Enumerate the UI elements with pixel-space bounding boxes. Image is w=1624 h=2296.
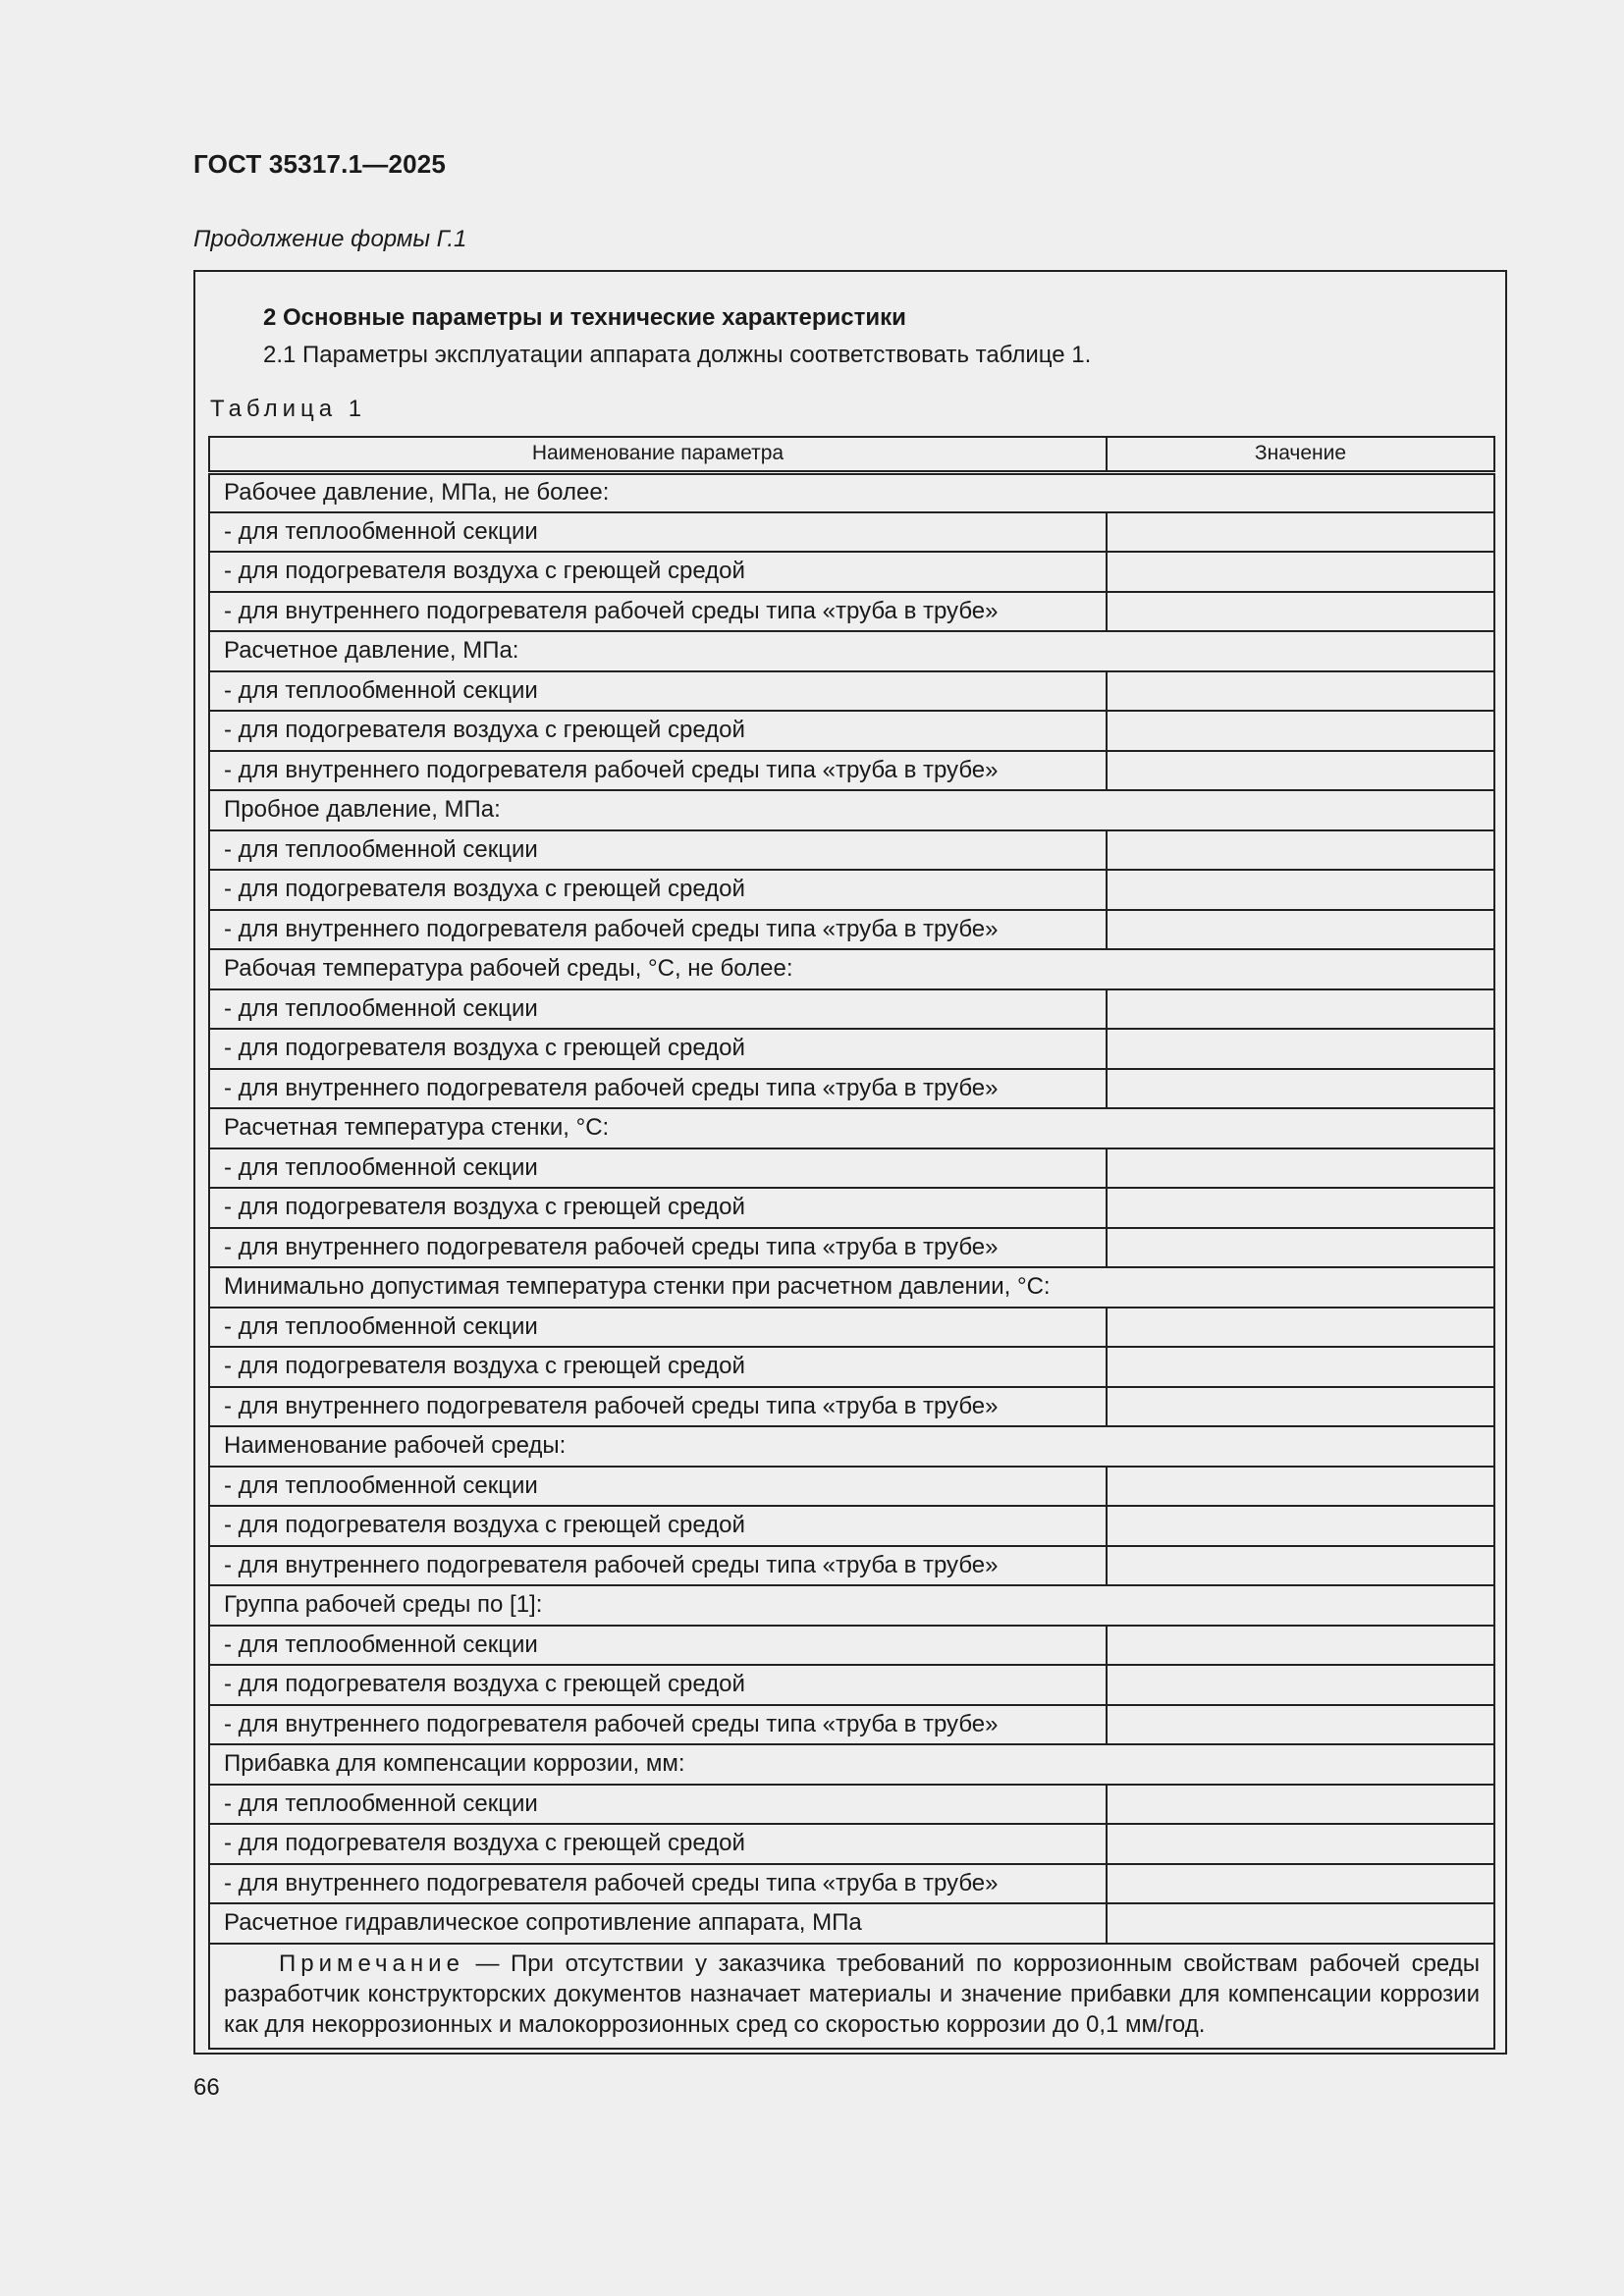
column-header-value: Значение xyxy=(1107,437,1494,472)
table-row xyxy=(209,1626,1494,1666)
parameter-name-cell: - для внутреннего подогревателя рабочей среды типа «труба в трубе» xyxy=(209,1705,1107,1745)
table-row xyxy=(209,1824,1494,1864)
parameters-table xyxy=(208,436,1495,2050)
parameter-name-cell: - для подогревателя воздуха с греющей средой xyxy=(209,552,1107,592)
parameter-name-cell: - для теплообменной секции xyxy=(209,1626,1107,1666)
page-number: 66 xyxy=(193,2074,220,2101)
value-cell xyxy=(1107,1347,1494,1387)
value-cell xyxy=(1107,512,1494,553)
table-row xyxy=(209,1785,1494,1825)
table-row xyxy=(209,592,1494,632)
table-group-row xyxy=(209,631,1494,671)
table-row xyxy=(209,1665,1494,1705)
parameter-name-cell: - для внутреннего подогревателя рабочей среды типа «труба в трубе» xyxy=(209,1546,1107,1586)
group-title-cell: Расчетная температура стенки, °С: xyxy=(209,1108,1494,1148)
parameter-name-cell: - для внутреннего подогревателя рабочей среды типа «труба в трубе» xyxy=(209,1387,1107,1427)
table-row xyxy=(209,1308,1494,1348)
parameter-name-cell: - для теплообменной секции xyxy=(209,1467,1107,1507)
table-row xyxy=(209,1387,1494,1427)
value-cell xyxy=(1107,1228,1494,1268)
parameter-name-cell: - для подогревателя воздуха с греющей средой xyxy=(209,1347,1107,1387)
section-heading: 2 Основные параметры и технические характеристики xyxy=(263,304,906,331)
group-title-cell: Минимально допустимая температура стенки при расчетном давлении, °С: xyxy=(209,1267,1494,1308)
value-cell xyxy=(1107,1308,1494,1348)
table-row xyxy=(209,1347,1494,1387)
table-row xyxy=(209,1903,1494,1944)
value-cell xyxy=(1107,989,1494,1030)
parameter-name-cell: - для теплообменной секции xyxy=(209,1308,1107,1348)
parameter-name-cell: - для подогревателя воздуха с греющей средой xyxy=(209,1824,1107,1864)
table-header-row xyxy=(209,437,1494,472)
table-group-row xyxy=(209,1426,1494,1467)
parameter-name-cell: - для подогревателя воздуха с греющей средой xyxy=(209,1665,1107,1705)
parameter-name-cell: - для теплообменной секции xyxy=(209,671,1107,712)
table-row xyxy=(209,1467,1494,1507)
table-group-row xyxy=(209,472,1494,512)
group-title-cell: Рабочее давление, МПа, не более: xyxy=(209,472,1494,512)
table-row xyxy=(209,1506,1494,1546)
group-title-cell: Наименование рабочей среды: xyxy=(209,1426,1494,1467)
parameter-name-cell: - для теплообменной секции xyxy=(209,989,1107,1030)
table-row xyxy=(209,1069,1494,1109)
value-cell xyxy=(1107,1387,1494,1427)
value-cell xyxy=(1107,751,1494,791)
group-title-cell: Расчетное давление, МПа: xyxy=(209,631,1494,671)
parameter-name-cell: - для теплообменной секции xyxy=(209,1148,1107,1189)
group-title-cell: Прибавка для компенсации коррозии, мм: xyxy=(209,1744,1494,1785)
parameter-name-cell: - для внутреннего подогревателя рабочей среды типа «труба в трубе» xyxy=(209,1069,1107,1109)
parameter-name-cell: - для теплообменной секции xyxy=(209,1785,1107,1825)
table-caption: Таблица 1 xyxy=(210,396,367,422)
table-row xyxy=(209,711,1494,751)
value-cell xyxy=(1107,1705,1494,1745)
value-cell xyxy=(1107,1824,1494,1864)
table-group-row xyxy=(209,1108,1494,1148)
document-code: ГОСТ 35317.1—2025 xyxy=(193,149,447,179)
value-cell xyxy=(1107,830,1494,871)
value-cell xyxy=(1107,1665,1494,1705)
table-row xyxy=(209,1148,1494,1189)
table-row xyxy=(209,1546,1494,1586)
table-note-row xyxy=(209,1944,1494,2049)
value-cell xyxy=(1107,1903,1494,1944)
value-cell xyxy=(1107,552,1494,592)
table-row xyxy=(209,830,1494,871)
table-row xyxy=(209,1864,1494,1904)
value-cell xyxy=(1107,1069,1494,1109)
parameter-name-cell: - для теплообменной секции xyxy=(209,512,1107,553)
value-cell xyxy=(1107,671,1494,712)
value-cell xyxy=(1107,1864,1494,1904)
table-body xyxy=(209,472,1494,2049)
table-group-row xyxy=(209,1585,1494,1626)
table-group-row xyxy=(209,949,1494,989)
value-cell xyxy=(1107,1467,1494,1507)
form-continuation: Продолжение формы Г.1 xyxy=(193,226,467,252)
value-cell xyxy=(1107,711,1494,751)
table-group-row xyxy=(209,1267,1494,1308)
group-title-cell: Группа рабочей среды по [1]: xyxy=(209,1585,1494,1626)
parameter-name-cell: - для подогревателя воздуха с греющей средой xyxy=(209,1188,1107,1228)
table-row xyxy=(209,1029,1494,1069)
table-row xyxy=(209,870,1494,910)
value-cell xyxy=(1107,592,1494,632)
table-row xyxy=(209,1188,1494,1228)
parameter-name-cell: - для внутреннего подогревателя рабочей среды типа «труба в трубе» xyxy=(209,751,1107,791)
table-row xyxy=(209,671,1494,712)
table-row xyxy=(209,1705,1494,1745)
value-cell xyxy=(1107,1785,1494,1825)
parameter-name-cell: - для внутреннего подогревателя рабочей среды типа «труба в трубе» xyxy=(209,592,1107,632)
table-group-row xyxy=(209,790,1494,830)
value-cell xyxy=(1107,1546,1494,1586)
value-cell xyxy=(1107,1626,1494,1666)
parameter-name-cell: - для внутреннего подогревателя рабочей среды типа «труба в трубе» xyxy=(209,1228,1107,1268)
parameter-name-cell: - для теплообменной секции xyxy=(209,830,1107,871)
parameter-name-cell: - для подогревателя воздуха с греющей средой xyxy=(209,1506,1107,1546)
value-cell xyxy=(1107,1506,1494,1546)
note-label: Примечание xyxy=(279,1949,464,1977)
value-cell xyxy=(1107,870,1494,910)
value-cell xyxy=(1107,1148,1494,1189)
parameter-name-cell: - для подогревателя воздуха с греющей средой xyxy=(209,1029,1107,1069)
section-paragraph: 2.1 Параметры эксплуатации аппарата должны соответствовать таблице 1. xyxy=(263,342,1092,368)
table-group-row xyxy=(209,1744,1494,1785)
table-row xyxy=(209,989,1494,1030)
parameter-name-cell: - для подогревателя воздуха с греющей средой xyxy=(209,870,1107,910)
parameter-name-cell: - для внутреннего подогревателя рабочей среды типа «труба в трубе» xyxy=(209,910,1107,950)
note-text: — При отсутствии у заказчика требований по коррозионным свойствам рабочей среды разработчик конструкторских документов назначает материалы и значение прибавки для компенсации коррозии как для некоррозионных и малокоррозионных сред со скоростью коррозии до 0,1 мм/год. xyxy=(224,1949,1480,2038)
table-row xyxy=(209,910,1494,950)
table-row xyxy=(209,751,1494,791)
table-row xyxy=(209,1228,1494,1268)
column-header-parameter: Наименование параметра xyxy=(209,437,1107,472)
table-row xyxy=(209,512,1494,553)
parameter-name-cell: - для подогревателя воздуха с греющей средой xyxy=(209,711,1107,751)
value-cell xyxy=(1107,1029,1494,1069)
parameter-name-cell: - для внутреннего подогревателя рабочей среды типа «труба в трубе» xyxy=(209,1864,1107,1904)
table-note xyxy=(209,1944,1494,2049)
value-cell xyxy=(1107,1188,1494,1228)
group-title-cell: Рабочая температура рабочей среды, °С, не более: xyxy=(209,949,1494,989)
table-row xyxy=(209,552,1494,592)
parameter-name-cell: Расчетное гидравлическое сопротивление аппарата, МПа xyxy=(209,1903,1107,1944)
value-cell xyxy=(1107,910,1494,950)
group-title-cell: Пробное давление, МПа: xyxy=(209,790,1494,830)
